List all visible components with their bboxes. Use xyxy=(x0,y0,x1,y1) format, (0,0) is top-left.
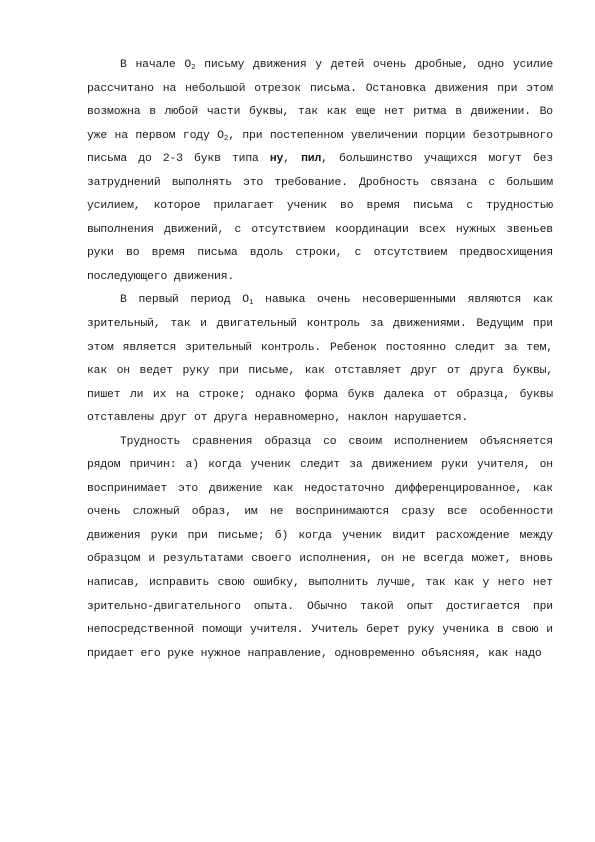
body-text xyxy=(87,54,553,666)
p2-subscript-a: 1 xyxy=(248,299,254,308)
p1-subscript-b: 2 xyxy=(223,134,229,143)
p1-text-d: , xyxy=(283,153,302,166)
paragraph-3: Трудность сравнения образца со своим исполнением объясняется рядом причин: а) когда ученик следит за движением руки учителя, он воспринимает это движение как недостаточно дифференцированное, как очень сложный образ, им не воспринимаются сразу все особенности движения руки при письме; б) когда ученик видит расхождение между образцом и результатами своего исполнения, он не всегда может, вновь написав, исправить свою ошибку, выполнить лучше, так как у него нет зрительно-двигательного опыта. Обычно такой опыт достигается при непосредственной помощи учителя. Учитель берет руку ученика в свою и придает его руке нужное направление, одновременно объясняя, как надо xyxy=(87,435,553,660)
paragraph-1 xyxy=(87,54,553,289)
p1-text-e: , большинство учащихся могут без затруднений выполнять это требование. Дробность связана с большим усилием, которое прилагает ученик во время письма с трудностью выполнения движений, с отсутствием координации всех нужных звеньев руки во время письма вдоль строки, с отсутствием предвосхищения последующего движения. xyxy=(87,153,554,283)
p1-example-word-1: ну xyxy=(269,153,284,166)
p1-text-b: письму движения у детей очень дробные, одно усилие рассчитано на небольшой отрезок письма. Остановка движения при этом возможна в любой части буквы, так как еще нет ритма в движении. Во уже на первом году О xyxy=(87,59,554,142)
p1-text-c: , при постепенном увеличении порции безотрывного письма до 2-3 букв типа xyxy=(87,129,553,166)
p1-example-word-2: пил xyxy=(301,153,322,166)
p2-text-a: В первый период О xyxy=(120,294,249,307)
paragraph-2 xyxy=(87,289,553,430)
p1-subscript-a: 2 xyxy=(191,64,196,72)
p1-text-a: В начале О xyxy=(120,59,192,71)
p2-text-b: навыка очень несовершенными являются как зрительный, так и двигательный контроль за движениями. Ведущим при этом является зрительный контроль. Ребенок постоянно следит за тем, как он ведет руку при письме, как отставляет друг от друга буквы, пишет ли их на строке; однако форма букв далека от образца, буквы отставлены друг от друга неравномерно, наклон нарушается. xyxy=(87,294,553,425)
